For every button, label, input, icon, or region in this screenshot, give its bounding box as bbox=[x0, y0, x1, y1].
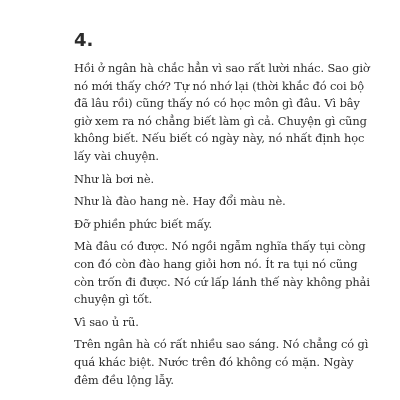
paragraph: Vì sao ủ rũ. bbox=[74, 314, 139, 329]
paragraph: Hồi ở ngân hà chắc hẳn vì sao rất lười nhác. Sao giờ nó mới thấy chớ? Tự nó nhớ lại (thời khắc đó coi bộ đã lâu rồi) cũng thấy nó có học môn gì đâu. Vì bây giờ xem ra nó chẳng biết làm gì cả. Chuyện gì cũng không biết. Nếu biết có ngày này, nó nhất định học lấy vài chuyện. bbox=[74, 61, 370, 163]
chapter-number: 4. bbox=[74, 30, 94, 51]
chapter-body bbox=[74, 60, 370, 394]
paragraph: Đỡ phiền phức biết mấy. bbox=[74, 216, 213, 231]
paragraph: Như là đào hang nè. Hay đổi màu nè. bbox=[74, 194, 286, 209]
paragraph: Mà đâu có được. Nó ngồi ngẫm nghĩa thấy tụi còng con đó còn đào hang giỏi hơn nó. Ít ra tụi nó cũng còn trốn đi được. Nó cứ lấp lánh thế này không phải chuyện gì tốt. bbox=[74, 239, 370, 307]
paragraph: Như là bơi nè. bbox=[74, 171, 155, 186]
paragraph: Trên ngân hà có rất nhiều sao sáng. Nó chẳng có gì quá khác biệt. Nước trên đó không có mặn. Ngày đêm đều lộng lẫy. bbox=[74, 337, 369, 387]
